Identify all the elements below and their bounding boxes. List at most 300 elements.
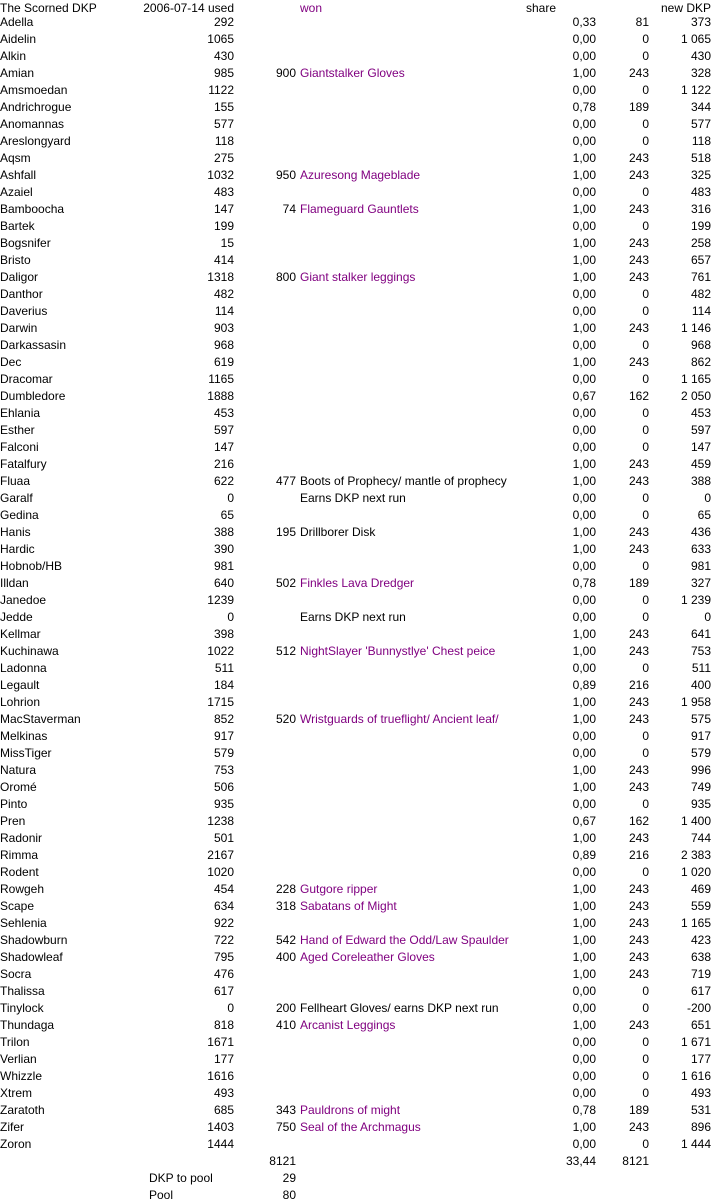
won-item: Earns DKP next run bbox=[300, 491, 406, 505]
table-row bbox=[0, 14, 711, 31]
new-dkp: 147 bbox=[690, 440, 711, 454]
attendance-share: 1,00 bbox=[572, 1018, 596, 1032]
won-item: Aged Coreleather Gloves bbox=[300, 950, 435, 964]
dkp-share: 189 bbox=[628, 1103, 649, 1117]
table-row bbox=[0, 337, 711, 354]
table-row bbox=[0, 813, 711, 830]
dkp-share: 243 bbox=[628, 1120, 649, 1134]
table-row bbox=[0, 269, 711, 286]
table-row bbox=[0, 82, 711, 99]
dkp-share: 243 bbox=[628, 1018, 649, 1032]
member-name: Scape bbox=[0, 899, 35, 913]
attendance-share: 0,00 bbox=[572, 661, 596, 675]
dkp-share: 0 bbox=[642, 304, 649, 318]
total-share: 33,44 bbox=[565, 1154, 596, 1168]
dkp-share: 0 bbox=[642, 406, 649, 420]
dkp-share: 216 bbox=[628, 678, 649, 692]
member-name: Bamboocha bbox=[0, 202, 65, 216]
dkp-used: 147 bbox=[213, 202, 234, 216]
won-price: 195 bbox=[275, 525, 296, 539]
dkp-share: 243 bbox=[628, 967, 649, 981]
won-item: Azuresong Mageblade bbox=[300, 168, 421, 182]
dkp-share: 0 bbox=[642, 746, 649, 760]
member-name: MissTiger bbox=[0, 746, 52, 760]
won-price: 900 bbox=[275, 66, 296, 80]
dkp-share: 0 bbox=[642, 423, 649, 437]
new-dkp: 753 bbox=[690, 644, 711, 658]
new-dkp: 719 bbox=[690, 967, 711, 981]
table-row bbox=[0, 881, 711, 898]
new-dkp: 996 bbox=[690, 763, 711, 777]
pool-label: Pool bbox=[149, 1188, 174, 1202]
dkp-used: 917 bbox=[213, 729, 234, 743]
won-item: Wristguards of trueflight/ Ancient leaf/ bbox=[300, 712, 499, 726]
won-price: 228 bbox=[275, 882, 296, 896]
header-won: won bbox=[300, 1, 323, 15]
dkp-share: 0 bbox=[642, 1052, 649, 1066]
dkp-share: 0 bbox=[642, 117, 649, 131]
dkp-used: 968 bbox=[213, 338, 234, 352]
dkp-share: 216 bbox=[628, 848, 649, 862]
attendance-share: 0,00 bbox=[572, 423, 596, 437]
dkp-used: 65 bbox=[220, 508, 234, 522]
new-dkp: 749 bbox=[690, 780, 711, 794]
attendance-share: 0,00 bbox=[572, 559, 596, 573]
won-price: 318 bbox=[275, 899, 296, 913]
member-name: Dec bbox=[0, 355, 22, 369]
new-dkp: 744 bbox=[690, 831, 711, 845]
member-name: Amian bbox=[0, 66, 35, 80]
member-name: Shadowburn bbox=[0, 933, 68, 947]
table-row bbox=[0, 660, 711, 677]
dkp-share: 0 bbox=[642, 287, 649, 301]
header-share: share bbox=[526, 1, 557, 15]
won-price: 343 bbox=[275, 1103, 296, 1117]
table-row bbox=[0, 711, 711, 728]
member-name: Trilon bbox=[0, 1035, 30, 1049]
dkp-used: 597 bbox=[213, 423, 234, 437]
attendance-share: 0,00 bbox=[572, 746, 596, 760]
attendance-share: 1,00 bbox=[572, 253, 596, 267]
member-name: Daligor bbox=[0, 270, 39, 284]
new-dkp: 199 bbox=[690, 219, 711, 233]
dkp-share: 189 bbox=[628, 100, 649, 114]
totals-row bbox=[0, 1153, 711, 1170]
dkp-used: 922 bbox=[213, 916, 234, 930]
member-name: Melkinas bbox=[0, 729, 48, 743]
dkp-used: 579 bbox=[213, 746, 234, 760]
dkp-share: 243 bbox=[628, 525, 649, 539]
attendance-share: 0,00 bbox=[572, 491, 596, 505]
member-name: Natura bbox=[0, 763, 37, 777]
table-row bbox=[0, 65, 711, 82]
dkp-share: 0 bbox=[642, 338, 649, 352]
new-dkp: 1 065 bbox=[680, 32, 711, 46]
new-dkp: 436 bbox=[690, 525, 711, 539]
dkp-used: 1671 bbox=[207, 1035, 234, 1049]
table-row bbox=[0, 541, 711, 558]
attendance-share: 0,00 bbox=[572, 508, 596, 522]
attendance-share: 0,00 bbox=[572, 338, 596, 352]
dkp-used: 506 bbox=[213, 780, 234, 794]
table-row bbox=[0, 847, 711, 864]
member-name: Esther bbox=[0, 423, 35, 437]
dkp-share: 243 bbox=[628, 712, 649, 726]
new-dkp: 1 122 bbox=[680, 83, 711, 97]
dkp-used: 0 bbox=[227, 1001, 234, 1015]
table-row bbox=[0, 1051, 711, 1068]
dkp-used: 482 bbox=[213, 287, 234, 301]
dkp-used: 15 bbox=[220, 236, 234, 250]
attendance-share: 0,67 bbox=[572, 814, 596, 828]
table-row bbox=[0, 1017, 711, 1034]
member-name: Aqsm bbox=[0, 151, 31, 165]
dkp-share: 0 bbox=[642, 508, 649, 522]
table-row bbox=[0, 252, 711, 269]
new-dkp: 651 bbox=[690, 1018, 711, 1032]
dkp-used: 1444 bbox=[207, 1137, 234, 1151]
member-name: Rimma bbox=[0, 848, 38, 862]
new-dkp: 0 bbox=[704, 610, 711, 624]
won-item: Earns DKP next run bbox=[300, 610, 406, 624]
dkp-used: 114 bbox=[214, 304, 234, 318]
member-name: Hanis bbox=[0, 525, 31, 539]
won-price: 800 bbox=[275, 270, 296, 284]
dkp-used: 398 bbox=[213, 627, 234, 641]
attendance-share: 1,00 bbox=[572, 644, 596, 658]
attendance-share: 0,00 bbox=[572, 593, 596, 607]
won-price: 750 bbox=[275, 1120, 296, 1134]
new-dkp: 469 bbox=[690, 882, 711, 896]
dkp-share: 243 bbox=[628, 780, 649, 794]
attendance-share: 0,00 bbox=[572, 219, 596, 233]
dkp-share: 243 bbox=[628, 916, 649, 930]
member-name: Darkassasin bbox=[0, 338, 67, 352]
new-dkp: 373 bbox=[690, 15, 711, 29]
dkp-used: 1888 bbox=[207, 389, 234, 403]
dkp-share: 243 bbox=[628, 474, 649, 488]
new-dkp: 896 bbox=[690, 1120, 711, 1134]
attendance-share: 0,00 bbox=[572, 984, 596, 998]
won-item: Boots of Prophecy/ mantle of prophecy bbox=[300, 474, 507, 488]
table-row bbox=[0, 371, 711, 388]
dkp-share: 0 bbox=[642, 1035, 649, 1049]
won-item: Drillborer Disk bbox=[300, 525, 376, 539]
member-name: Zoron bbox=[0, 1137, 32, 1151]
attendance-share: 0,78 bbox=[572, 100, 596, 114]
dkp-used: 0 bbox=[227, 491, 234, 505]
dkp-share: 243 bbox=[628, 168, 649, 182]
won-price: 410 bbox=[275, 1018, 296, 1032]
dkp-used: 511 bbox=[214, 661, 234, 675]
member-name: Thundaga bbox=[0, 1018, 55, 1032]
attendance-share: 1,00 bbox=[572, 899, 596, 913]
dkp-share: 243 bbox=[628, 202, 649, 216]
new-dkp: 579 bbox=[690, 746, 711, 760]
table-row bbox=[0, 201, 711, 218]
dkp-used: 1032 bbox=[207, 168, 234, 182]
dkp-share: 0 bbox=[642, 219, 649, 233]
dkp-share: 0 bbox=[642, 797, 649, 811]
table-row bbox=[0, 388, 711, 405]
attendance-share: 1,00 bbox=[572, 695, 596, 709]
table-row bbox=[0, 609, 711, 626]
table-row bbox=[0, 1068, 711, 1085]
dkp-share: 0 bbox=[642, 1137, 649, 1151]
dkp-share: 162 bbox=[628, 389, 649, 403]
attendance-share: 0,00 bbox=[572, 797, 596, 811]
dkp-share: 0 bbox=[642, 593, 649, 607]
attendance-share: 1,00 bbox=[572, 780, 596, 794]
dkp-used: 622 bbox=[213, 474, 234, 488]
table-row bbox=[0, 473, 711, 490]
new-dkp: 65 bbox=[697, 508, 711, 522]
new-dkp: 388 bbox=[690, 474, 711, 488]
dkp-share: 243 bbox=[628, 763, 649, 777]
new-dkp: 1 616 bbox=[680, 1069, 711, 1083]
member-name: Aidelin bbox=[0, 32, 37, 46]
dkp-share: 0 bbox=[642, 1069, 649, 1083]
table-row bbox=[0, 626, 711, 643]
won-item: NightSlayer 'Bunnystlye' Chest peice bbox=[300, 644, 496, 658]
attendance-share: 0,33 bbox=[572, 15, 596, 29]
table-row bbox=[0, 643, 711, 660]
attendance-share: 1,00 bbox=[572, 882, 596, 896]
table-row bbox=[0, 1000, 711, 1017]
member-name: Dumbledore bbox=[0, 389, 66, 403]
table-row bbox=[0, 575, 711, 592]
won-price: 502 bbox=[275, 576, 296, 590]
new-dkp: 575 bbox=[690, 712, 711, 726]
header-new-dkp: new DKP bbox=[660, 1, 711, 15]
dkp-used: 155 bbox=[213, 100, 234, 114]
new-dkp: 597 bbox=[690, 423, 711, 437]
dkp-used: 1122 bbox=[208, 83, 234, 97]
new-dkp: 1 239 bbox=[680, 593, 711, 607]
member-name: Gedina bbox=[0, 508, 39, 522]
member-name: Dracomar bbox=[0, 372, 53, 386]
member-name: Janedoe bbox=[0, 593, 47, 607]
table-row bbox=[0, 983, 711, 1000]
attendance-share: 1,00 bbox=[572, 542, 596, 556]
dkp-share: 243 bbox=[628, 627, 649, 641]
member-name: Tinylock bbox=[0, 1001, 44, 1015]
dkp-used: 1238 bbox=[207, 814, 234, 828]
dkp-used: 1616 bbox=[207, 1069, 234, 1083]
new-dkp: 981 bbox=[690, 559, 711, 573]
pool-in-row bbox=[0, 1170, 711, 1187]
dkp-used: 722 bbox=[213, 933, 234, 947]
table-row bbox=[0, 898, 711, 915]
dkp-used: 619 bbox=[213, 355, 234, 369]
dkp-used: 1022 bbox=[207, 644, 234, 658]
attendance-share: 0,00 bbox=[572, 1001, 596, 1015]
attendance-share: 0,00 bbox=[572, 49, 596, 63]
dkp-share: 243 bbox=[628, 933, 649, 947]
attendance-share: 0,00 bbox=[572, 372, 596, 386]
dkp-share: 0 bbox=[642, 32, 649, 46]
new-dkp: 638 bbox=[690, 950, 711, 964]
attendance-share: 1,00 bbox=[572, 831, 596, 845]
dkp-used: 216 bbox=[213, 457, 234, 471]
attendance-share: 1,00 bbox=[572, 474, 596, 488]
dkp-share: 0 bbox=[642, 865, 649, 879]
dkp-used: 1403 bbox=[207, 1120, 234, 1134]
member-name: Legault bbox=[0, 678, 40, 692]
table-row bbox=[0, 490, 711, 507]
attendance-share: 0,00 bbox=[572, 117, 596, 131]
member-name: Zaratoth bbox=[0, 1103, 45, 1117]
attendance-share: 0,00 bbox=[572, 440, 596, 454]
member-name: Fatalfury bbox=[0, 457, 47, 471]
table-row bbox=[0, 932, 711, 949]
total-price: 8121 bbox=[269, 1154, 296, 1168]
attendance-share: 0,89 bbox=[572, 678, 596, 692]
new-dkp: 1 400 bbox=[680, 814, 711, 828]
attendance-share: 1,00 bbox=[572, 933, 596, 947]
table-row bbox=[0, 116, 711, 133]
member-name: Falconi bbox=[0, 440, 39, 454]
dkp-used: 430 bbox=[213, 49, 234, 63]
dkp-share: 243 bbox=[628, 899, 649, 913]
won-item: Flameguard Gauntlets bbox=[300, 202, 419, 216]
table-row bbox=[0, 286, 711, 303]
table-row bbox=[0, 694, 711, 711]
dkp-used: 634 bbox=[213, 899, 234, 913]
member-name: Alkin bbox=[0, 49, 27, 63]
dkp-share: 0 bbox=[642, 440, 649, 454]
dkp-used: 453 bbox=[213, 406, 234, 420]
dkp-used: 118 bbox=[214, 134, 234, 148]
won-price: 400 bbox=[275, 950, 296, 964]
new-dkp: 633 bbox=[690, 542, 711, 556]
table-row bbox=[0, 184, 711, 201]
new-dkp: 862 bbox=[690, 355, 711, 369]
new-dkp: 325 bbox=[690, 168, 711, 182]
member-name: Ladonna bbox=[0, 661, 47, 675]
new-dkp: 493 bbox=[690, 1086, 711, 1100]
won-item: Giantstalker Gloves bbox=[300, 66, 405, 80]
table-row bbox=[0, 456, 711, 473]
dkp-used: 184 bbox=[213, 678, 234, 692]
table-row bbox=[0, 796, 711, 813]
new-dkp: 1 165 bbox=[680, 916, 711, 930]
dkp-used: 1020 bbox=[207, 865, 234, 879]
member-name: MacStaverman bbox=[0, 712, 81, 726]
member-name: Oromé bbox=[0, 780, 37, 794]
won-item: Gutgore ripper bbox=[300, 882, 378, 896]
table-row bbox=[0, 235, 711, 252]
attendance-share: 1,00 bbox=[572, 763, 596, 777]
attendance-share: 0,00 bbox=[572, 1069, 596, 1083]
member-name: Kuchinawa bbox=[0, 644, 59, 658]
dkp-share: 0 bbox=[642, 610, 649, 624]
table-row bbox=[0, 762, 711, 779]
member-name: Amsmoedan bbox=[0, 83, 68, 97]
attendance-share: 1,00 bbox=[572, 151, 596, 165]
table-row bbox=[0, 218, 711, 235]
won-item: Pauldrons of might bbox=[300, 1103, 401, 1117]
dkp-used: 177 bbox=[213, 1052, 234, 1066]
new-dkp: 118 bbox=[691, 134, 711, 148]
pool-in-label: DKP to pool bbox=[149, 1171, 213, 1185]
won-price: 512 bbox=[275, 644, 296, 658]
pool-in-value: 29 bbox=[282, 1171, 296, 1185]
dkp-used: 1065 bbox=[207, 32, 234, 46]
attendance-share: 1,00 bbox=[572, 202, 596, 216]
total-dkp-share: 8121 bbox=[622, 1154, 649, 1168]
table-row bbox=[0, 439, 711, 456]
attendance-share: 1,00 bbox=[572, 168, 596, 182]
dkp-share: 162 bbox=[628, 814, 649, 828]
new-dkp: 968 bbox=[690, 338, 711, 352]
sheet-title: The Scorned DKP bbox=[0, 1, 97, 15]
table-row bbox=[0, 167, 711, 184]
member-name: Rowgeh bbox=[0, 882, 45, 896]
dkp-used: 0 bbox=[227, 610, 234, 624]
new-dkp: 917 bbox=[690, 729, 711, 743]
dkp-used: 981 bbox=[213, 559, 234, 573]
table-row bbox=[0, 48, 711, 65]
dkp-share: 81 bbox=[635, 15, 649, 29]
table-row bbox=[0, 320, 711, 337]
member-name: Jedde bbox=[0, 610, 33, 624]
member-name: Xtrem bbox=[0, 1086, 33, 1100]
dkp-share: 0 bbox=[642, 1001, 649, 1015]
table-row bbox=[0, 1102, 711, 1119]
member-name: Fluaa bbox=[0, 474, 31, 488]
dkp-used: 685 bbox=[213, 1103, 234, 1117]
new-dkp: 453 bbox=[690, 406, 711, 420]
dkp-used: 818 bbox=[213, 1018, 234, 1032]
dkp-share: 243 bbox=[628, 321, 649, 335]
dkp-used: 852 bbox=[213, 712, 234, 726]
dkp-share: 0 bbox=[642, 729, 649, 743]
table-row bbox=[0, 1034, 711, 1051]
won-price: 950 bbox=[275, 168, 296, 182]
table-row bbox=[0, 949, 711, 966]
table-row bbox=[0, 31, 711, 48]
dkp-used: 1165 bbox=[208, 372, 234, 386]
dkp-share: 0 bbox=[642, 1086, 649, 1100]
dkp-share: 0 bbox=[642, 491, 649, 505]
won-item: Giant stalker leggings bbox=[300, 270, 416, 284]
pool-row bbox=[0, 1187, 711, 1204]
dkp-used: 985 bbox=[213, 66, 234, 80]
attendance-share: 0,67 bbox=[572, 389, 596, 403]
attendance-share: 1,00 bbox=[572, 355, 596, 369]
dkp-share: 0 bbox=[642, 559, 649, 573]
dkp-share: 243 bbox=[628, 355, 649, 369]
dkp-share: 243 bbox=[628, 882, 649, 896]
table-row bbox=[0, 524, 711, 541]
dkp-share: 243 bbox=[628, 644, 649, 658]
dkp-used: 483 bbox=[213, 185, 234, 199]
new-dkp: 430 bbox=[690, 49, 711, 63]
new-dkp: 177 bbox=[690, 1052, 711, 1066]
dkp-share: 243 bbox=[628, 695, 649, 709]
new-dkp: 328 bbox=[690, 66, 711, 80]
new-dkp: 657 bbox=[690, 253, 711, 267]
table-row bbox=[0, 1085, 711, 1102]
table-row bbox=[0, 405, 711, 422]
dkp-used: 414 bbox=[213, 253, 234, 267]
dkp-used: 577 bbox=[213, 117, 234, 131]
dkp-share: 243 bbox=[628, 253, 649, 267]
new-dkp: 2 383 bbox=[680, 848, 711, 862]
dkp-share: 0 bbox=[642, 49, 649, 63]
attendance-share: 1,00 bbox=[572, 66, 596, 80]
